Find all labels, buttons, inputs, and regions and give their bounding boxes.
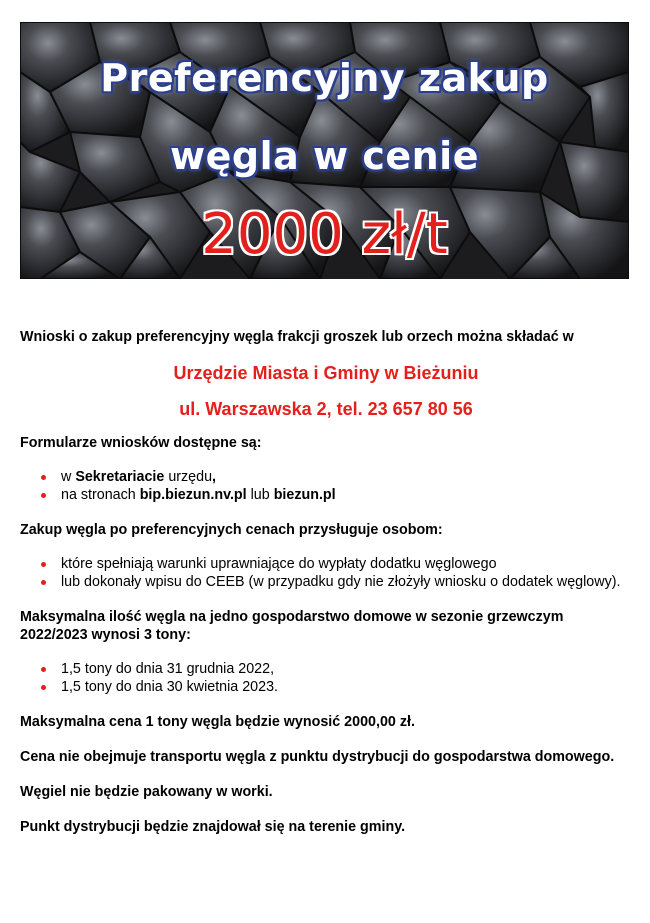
forms-list xyxy=(20,468,632,504)
forms-item2-pre: na stronach xyxy=(61,487,140,503)
banner-price: 2000 zł/t xyxy=(201,202,448,267)
forms-item2-site1: bip.biezun.nv.pl xyxy=(139,487,247,503)
forms-item2-mid: lub xyxy=(246,487,274,503)
eligibility-heading: Zakup węgla po preferencyjnych cenach przysługuje osobom: xyxy=(20,522,443,538)
office-name: Urzędzie Miasta i Gminy w Bieżuniu xyxy=(173,363,479,383)
distribution-text: Punkt dystrybucji będzie znajdował się na terenie gminy. xyxy=(20,819,406,835)
max-price-text: Maksymalna cena 1 tony węgla będzie wynosić 2000,00 zł. xyxy=(20,714,415,730)
forms-item1-bold: Sekretariacie xyxy=(75,469,165,485)
transport-text: Cena nie obejmuje transportu węgla z punktu dystrybucji do gospodarstwa domowego. xyxy=(20,749,615,765)
forms-item2-site2: biezun.pl xyxy=(273,487,336,503)
limit-list xyxy=(20,660,632,696)
list-item: które spełniają warunki uprawniające do wypłaty dodatku węglowego xyxy=(20,555,632,573)
forms-item1-comma: , xyxy=(212,469,217,485)
list-item: 1,5 tony do dnia 31 grudnia 2022, xyxy=(20,660,632,678)
intro-text: Wnioski o zakup preferencyjny węgla frakcji groszek lub orzech można składać w xyxy=(20,329,574,345)
limit-heading: Maksymalna ilość węgla na jedno gospodarstwo domowe w sezonie grzewczym 2022/2023 wynosi 3 tony: xyxy=(20,609,564,643)
list-item: 1,5 tony do dnia 30 kwietnia 2023. xyxy=(20,678,632,696)
list-item: lub dokonały wpisu do CEEB (w przypadku gdy nie złożyły wniosku o dodatek węglowy). xyxy=(20,573,632,591)
list-item xyxy=(20,486,632,504)
list-item xyxy=(20,468,632,486)
forms-item1-pre: w xyxy=(61,469,76,485)
office-address: ul. Warszawska 2, tel. 23 657 80 56 xyxy=(179,399,473,419)
announcement-body xyxy=(20,328,632,836)
packing-text: Węgiel nie będzie pakowany w worki. xyxy=(20,784,273,800)
forms-item1-post: urzędu xyxy=(164,469,213,485)
coal-banner xyxy=(20,22,629,279)
banner-title-line1: Preferencyjny zakup xyxy=(100,56,549,100)
banner-title-line2: węgla w cenie xyxy=(170,134,479,178)
eligibility-list xyxy=(20,555,632,591)
forms-heading: Formularze wniosków dostępne są: xyxy=(20,435,262,451)
